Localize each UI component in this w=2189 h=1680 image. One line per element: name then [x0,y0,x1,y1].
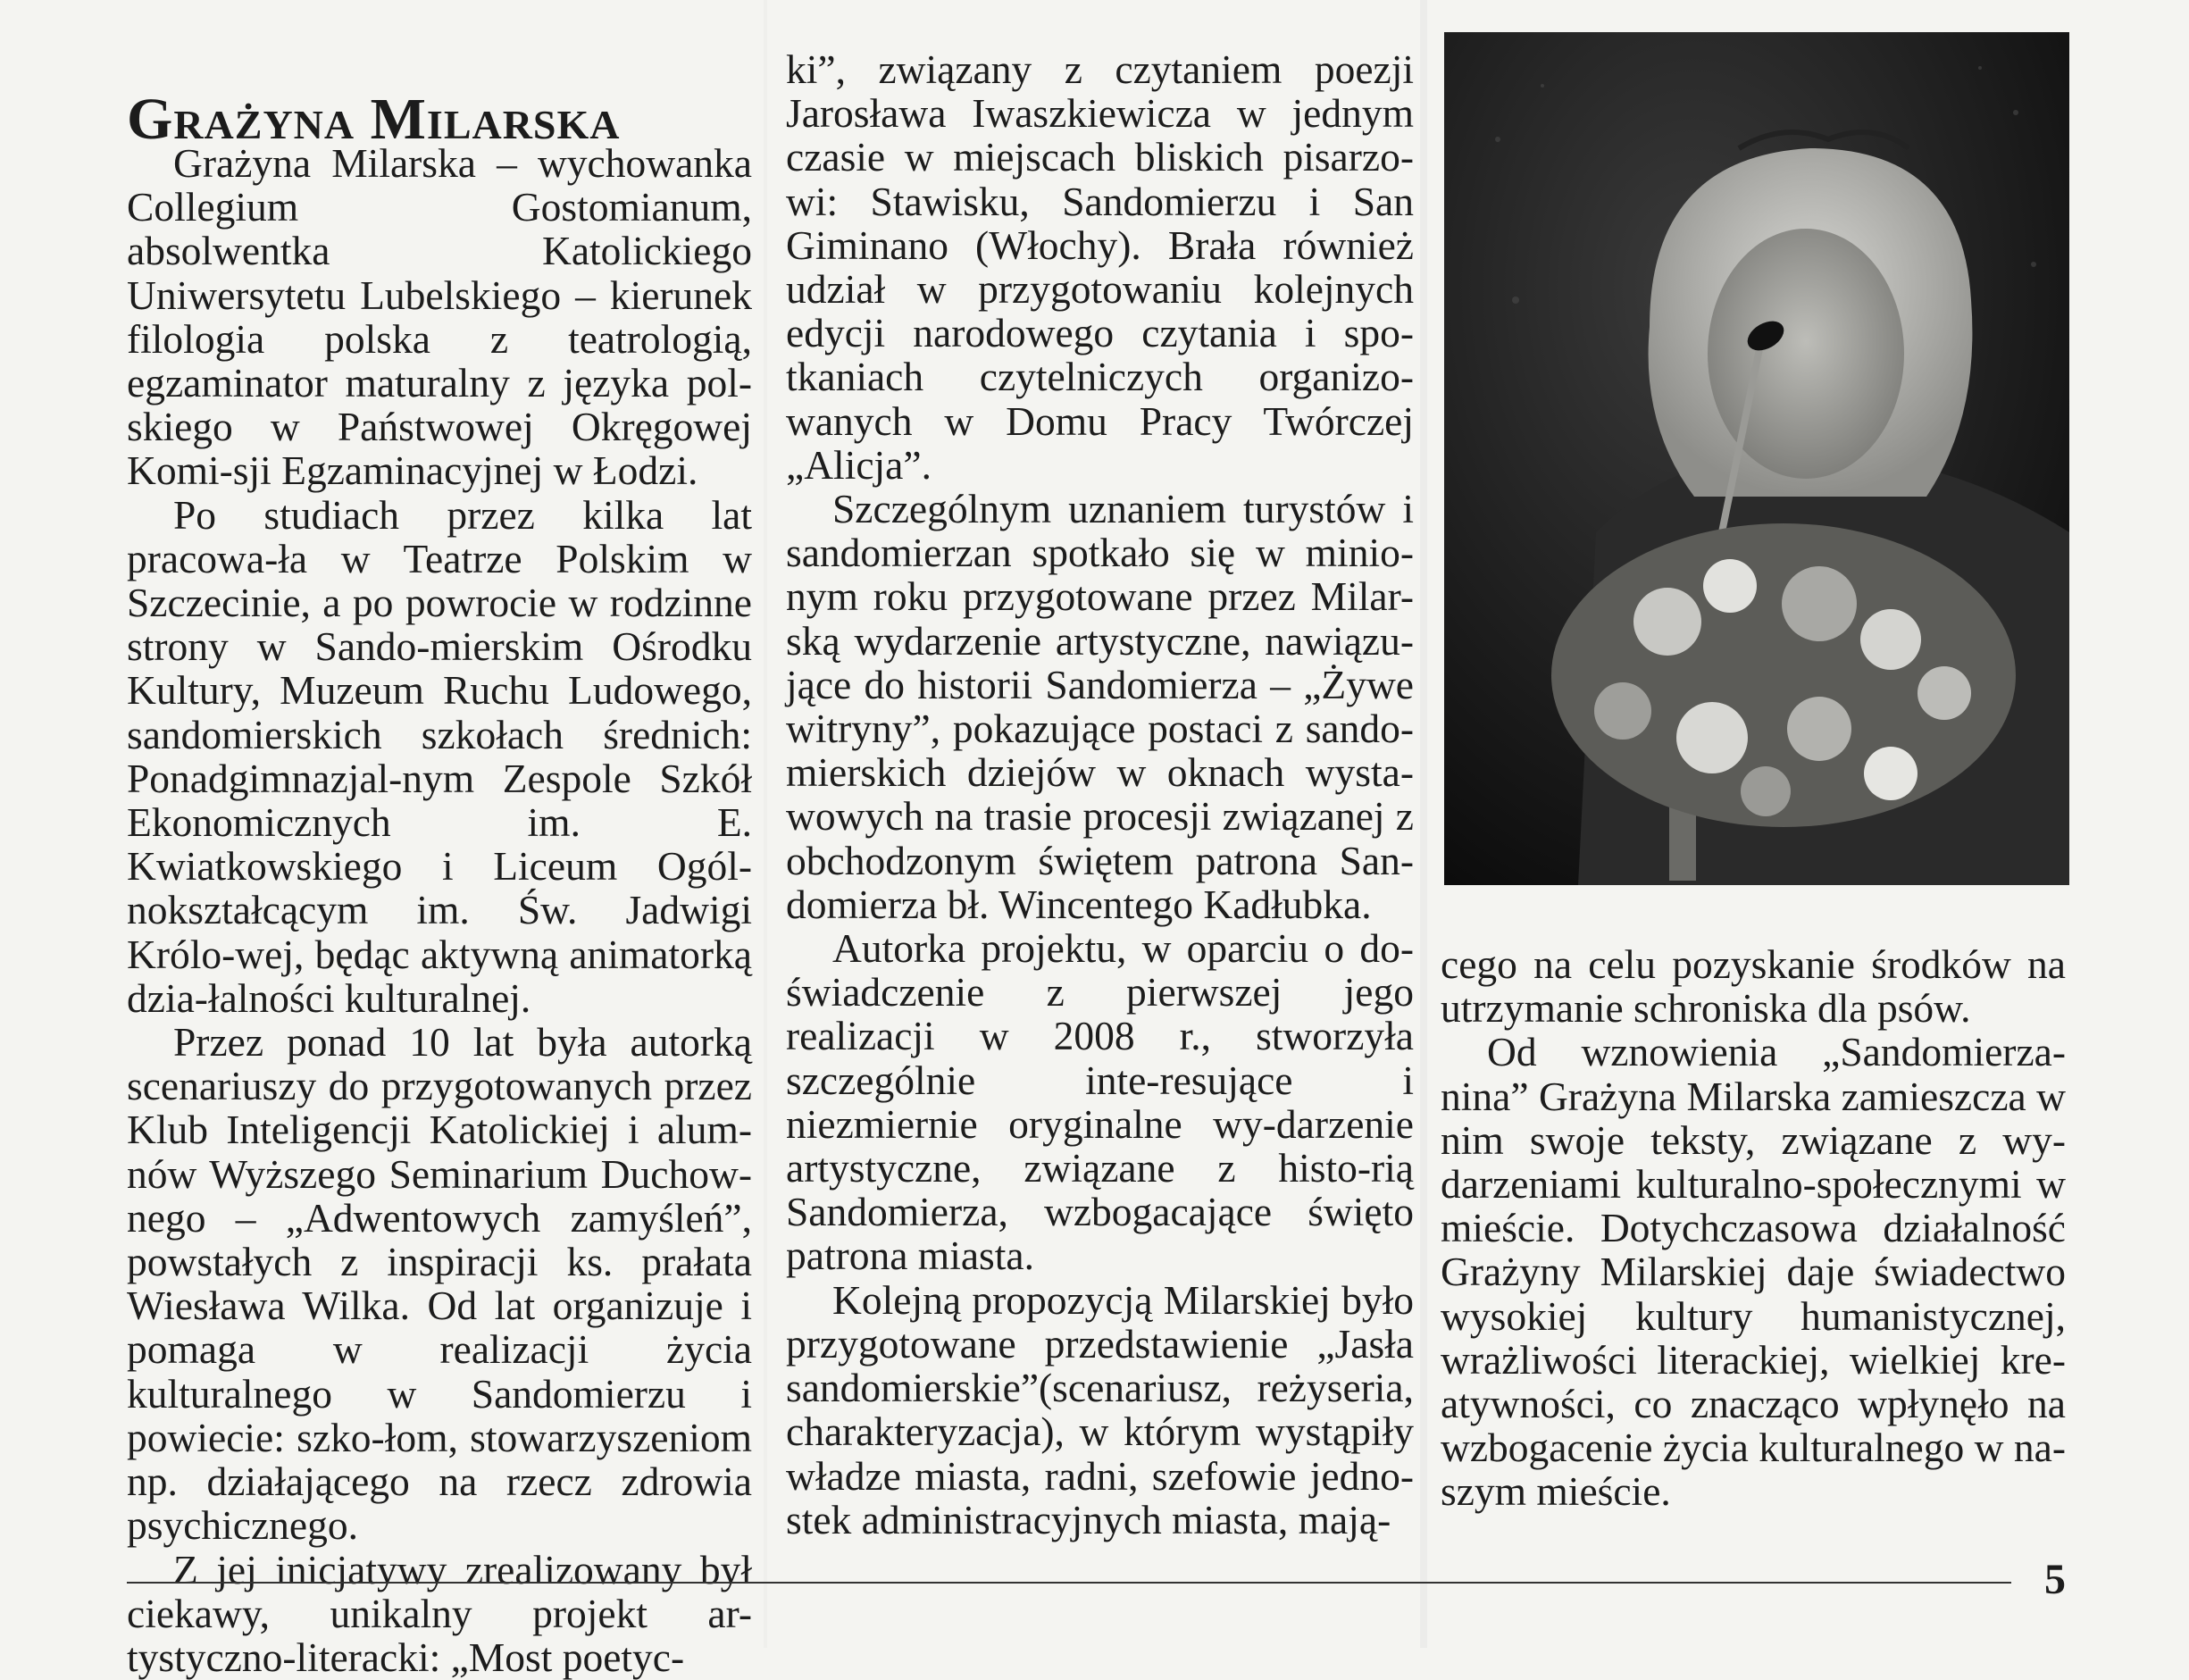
paragraph: Autorka projektu, w oparciu o do-świadczenie z pierwszej jego realizacji w 2008 r., stworzyła szczególnie inte-resujące i niezmiernie oryginalne wy-darzenie artystyczne, związane z histo-rią Sandomierza, wzbogacające święto patrona miasta. [786,925,1414,1279]
paragraph: Od wznowienia „Sandomierza-nina” Grażyna Milarska zamieszcza w nim swoje teksty, związane z wy-darzeniami kulturalno-społecznymi w mieście. Dotychczasowa działalność Grażyny Milarskiej daje świadectwo wysokiej kultury humanistycznej, wrażliwości literackiej, wielkiej kre-atywności, co znacząco wpłynęło na wzbogacenie życia kulturalnego w na-szym mieście. [1441,1029,2066,1515]
column-3 [1441,942,2066,1514]
gutter-shadow [764,0,767,1648]
column-1 [127,87,752,1680]
article-title: Grażyna Milarska [127,87,621,152]
paragraph: Grażyna Milarska – wychowanka Collegium Gostomianum, absolwentka Katolickiego Uniwersytetu Lubelskiego – kierunek filologia polska z teatrologią, egzaminator maturalny z języka pol-skiego w Państwowej Okręgowej Komi-sji Egzaminacyjnej w Łodzi. [127,140,752,494]
paragraph: Przez ponad 10 lat była autorką scenariuszy do przygotowanych przez Klub Inteligencji Katolickiej i alum-nów Wyższego Seminarium Duchow-nego – „Adwentowych zamyśleń”, powstałych z inspiracji ks. prałata Wiesława Wilka. Od lat organizuje i pomaga w realizacji życia kulturalnego w Sandomierzu i powiecie: szko-łom, stowarzyszeniom np. działającego na rzecz zdrowia psychicznego. [127,1019,752,1549]
portrait-photo [1444,32,2069,885]
paragraph: Kolejną propozycją Milarskiej było przygotowane przedstawienie „Jasła sandomierskie”(scenariusz, reżyseria, charakteryzacja), w którym wystąpiły władze miasta, radni, szefowie jedno-stek administracyjnych miasta, mają- [786,1276,1414,1542]
paragraph: ki”, związany z czytaniem poezji Jarosława Iwaszkiewicza w jednym czasie w miejscach bliskich pisarzo-wi: Stawisku, Sandomierzu i San Giminano (Włochy). Brała również udział w przygotowaniu kolejnych edycji narodowego czytania i spo-tkaniach czytelniczych organizo-wanych w Domu Pracy Twórczej „Alicja”. [786,46,1414,488]
paragraph: cego na celu pozyskanie środków na utrzymanie schroniska dla psów. [1441,941,2066,1032]
page-number: 5 [2044,1556,2066,1603]
paragraph: Szczególnym uznaniem turystów i sandomierzan spotkało się w minio-nym roku przygotowane przez Milar-ską wydarzenie artystyczne, nawiązu-jące do historii Sandomierza – „Żywe witryny”, pokazujące postaci z sando-mierskich dziejów w oknach wysta-wowych na trasie procesji związanej z obchodzonym świętem patrona San-domierza bł. Wincentego Kadłubka. [786,486,1414,927]
paragraph: Po studiach przez kilka lat pracowa-ła w Teatrze Polskim w Szczecinie, a po powrocie w rodzinne strony w Sando-mierskim Ośrodku Kultury, Muzeum Ruchu Ludowego, sandomierskich szkołach średnich: Ponadgimnazjal-nym Zespole Szkół Ekonomicznych im. E. Kwiatkowskiego i Liceum Ogól-nokształcącym im. Św. Jadwigi Królo-wej, będąc aktywną animatorką dzia-łalności kulturalnej. [127,491,752,1021]
paragraph: Z jej inicjatywy zrealizowany był ciekawy, unikalny projekt ar-tystyczno-literacki: „Most poetyc- [127,1546,752,1680]
footer-rule [127,1582,2011,1584]
column-2 [786,47,1414,1542]
gutter-shadow [1420,0,1427,1648]
portrait-image [1444,32,2069,885]
